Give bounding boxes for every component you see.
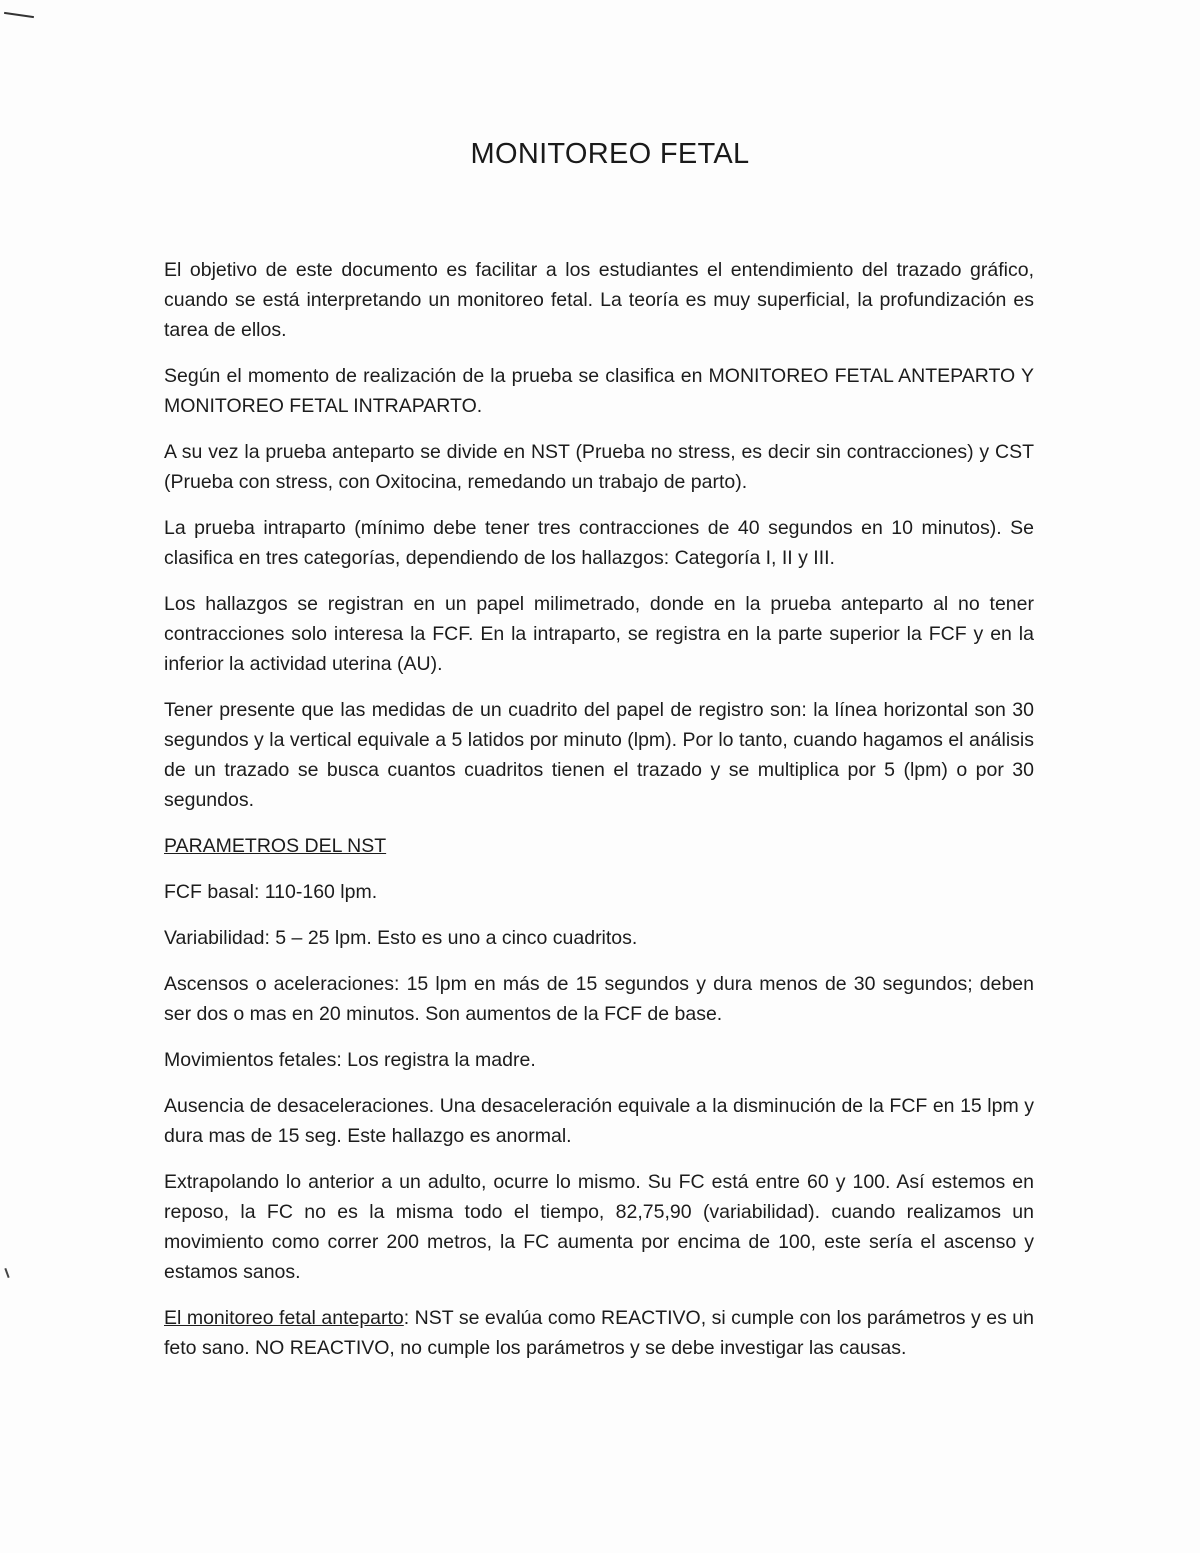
document-body xyxy=(164,255,1034,1379)
conclusion-label: El monitoreo fetal anteparto xyxy=(164,1307,404,1329)
paragraph: El objetivo de este documento es facilitar a los estudiantes el entendimiento del trazado gráfico, cuando se está interpretando un monitoreo fetal. La teoría es muy superficial, la profundización es tarea de ellos. xyxy=(164,259,1034,341)
scan-mark xyxy=(4,1268,9,1278)
conclusion-text: : NST se evalúa como REACTIVO, si cumple con los parámetros y es un feto sano. NO REACTIVO, no cumple los parámetros y se debe investigar las causas. xyxy=(164,1307,1034,1359)
document-title: MONITOREO FETAL xyxy=(470,138,750,170)
paragraph: Extrapolando lo anterior a un adulto, ocurre lo mismo. Su FC está entre 60 y 100. Así estemos en reposo, la FC no es la misma todo el tiempo, 82,75,90 (variabilidad). cuando realizamos un movimiento como correr 200 metros, la FC aumenta por encima de 100, este sería el ascenso y estamos sanos. xyxy=(164,1171,1034,1283)
paragraph: Según el momento de realización de la prueba se clasifica en MONITOREO FETAL ANTEPARTO Y MONITOREO FETAL INTRAPARTO. xyxy=(164,365,1034,417)
parameter-item: Variabilidad: 5 – 25 lpm. Esto es uno a cinco cuadritos. xyxy=(164,927,638,949)
scan-mark xyxy=(4,12,34,18)
parameter-item: FCF basal: 110-160 lpm. xyxy=(164,881,378,903)
conclusion-paragraph xyxy=(164,1303,1034,1363)
paragraph: A su vez la prueba anteparto se divide en NST (Prueba no stress, es decir sin contracciones) y CST (Prueba con stress, con Oxitocina, remedando un trabajo de parto). xyxy=(164,441,1034,493)
section-heading: PARAMETROS DEL NST xyxy=(164,835,387,857)
paragraph: Tener presente que las medidas de un cuadrito del papel de registro son: la línea horizontal son 30 segundos y la vertical equivale a 5 latidos por minuto (lpm). Por lo tanto, cuando hagamos el análisis de un trazado se busca cuantos cuadritos tienen el trazado y se multiplica por 5 (lpm) o por 30 segundos. xyxy=(164,699,1034,811)
paragraph: La prueba intraparto (mínimo debe tener tres contracciones de 40 segundos en 10 minutos). Se clasifica en tres categorías, dependiendo de los hallazgos: Categoría I, II y III. xyxy=(164,517,1034,569)
parameter-item: Ascensos o aceleraciones: 15 lpm en más de 15 segundos y dura menos de 30 segundos; deben ser dos o mas en 20 minutos. Son aumentos de la FCF de base. xyxy=(164,973,1034,1025)
parameter-item: Movimientos fetales: Los registra la madre. xyxy=(164,1049,536,1071)
parameter-item: Ausencia de desaceleraciones. Una desaceleración equivale a la disminución de la FCF en 15 lpm y dura mas de 15 seg. Este hallazgo es anormal. xyxy=(164,1095,1034,1147)
paragraph: Los hallazgos se registran en un papel milimetrado, donde en la prueba anteparto al no tener contracciones solo interesa la FCF. En la intraparto, se registra en la parte superior la FCF y en la inferior la actividad uterina (AU). xyxy=(164,593,1034,675)
